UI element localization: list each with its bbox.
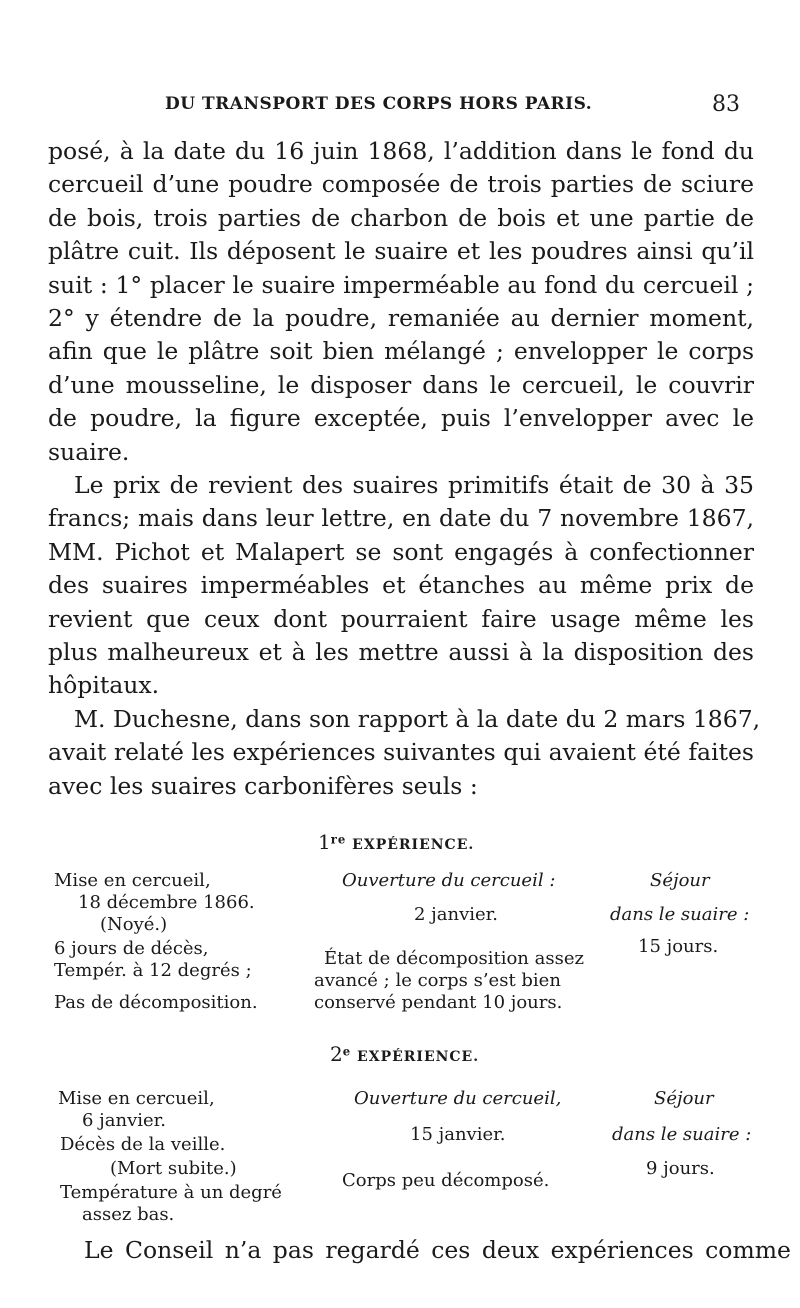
experiment-ordinal: e bbox=[342, 1044, 352, 1059]
text-line: avait relaté les expériences suivantes qui avaient été faites bbox=[48, 738, 754, 767]
paragraph-2 bbox=[48, 469, 754, 703]
experiment-word: EXPÉRIENCE. bbox=[352, 837, 475, 853]
text-line: de poudre, la figure exceptée, puis l’envelopper avec le bbox=[48, 404, 754, 433]
col-line: Mise en cercueil, bbox=[58, 1088, 215, 1109]
col-line: 9 jours. bbox=[646, 1158, 715, 1179]
col-line: Tempér. à 12 degrés ; bbox=[54, 960, 252, 981]
col-line: 15 jours. bbox=[638, 936, 719, 957]
col-heading: Ouverture du cercueil : bbox=[342, 870, 556, 891]
col-line: Corps peu décomposé. bbox=[342, 1170, 550, 1191]
experiment-2-title bbox=[330, 1042, 479, 1066]
col-line: Décès de la veille. bbox=[60, 1134, 226, 1155]
text-line: suit : 1° placer le suaire imperméable au fond du cercueil ; bbox=[48, 270, 754, 299]
text-line: revient que ceux dont pourraient faire usage même les bbox=[48, 604, 754, 633]
experiment-word: EXPÉRIENCE. bbox=[357, 1049, 480, 1065]
experiment-ordinal: re bbox=[330, 832, 347, 847]
col-line: 2 janvier. bbox=[414, 904, 499, 925]
text-line: francs; mais dans leur lettre, en date du 7 novembre 1867, bbox=[48, 504, 754, 533]
col-line: (Noyé.) bbox=[100, 914, 168, 935]
final-line: Le Conseil n’a pas regardé ces deux expériences comme bbox=[84, 1236, 791, 1264]
text-line: des suaires imperméables et étanches au même prix de bbox=[48, 571, 754, 600]
text-line: cercueil d’une poudre composée de trois parties de sciure bbox=[48, 170, 754, 199]
paragraph-3 bbox=[48, 703, 761, 803]
text-line: d’une mousseline, le disposer dans le cercueil, le couvrir bbox=[48, 370, 754, 399]
col-line: 18 décembre 1866. bbox=[78, 892, 255, 913]
text-line: plâtre cuit. Ils déposent le suaire et les poudres ainsi qu’il bbox=[48, 237, 754, 266]
text-line: afin que le plâtre soit bien mélangé ; envelopper le corps bbox=[48, 337, 754, 366]
col-line: conservé pendant 10 jours. bbox=[314, 992, 563, 1013]
running-title: DU TRANSPORT DES CORPS HORS PARIS. bbox=[165, 94, 593, 114]
experiment-1-title bbox=[318, 830, 474, 854]
experiment-number: 1 bbox=[318, 830, 331, 854]
col-line: Température à un degré bbox=[60, 1182, 282, 1203]
col-line: (Mort subite.) bbox=[110, 1158, 237, 1179]
text-line: MM. Pichot et Malapert se sont engagés à confectionner bbox=[48, 537, 754, 566]
col-line: 6 janvier. bbox=[82, 1110, 167, 1131]
text-line: posé, à la date du 16 juin 1868, l’addition dans le fond du bbox=[48, 137, 754, 165]
text-line: hôpitaux. bbox=[48, 671, 160, 700]
paragraph-1 bbox=[48, 135, 754, 469]
col-heading: dans le suaire : bbox=[610, 904, 750, 925]
page-number: 83 bbox=[712, 92, 740, 117]
text-line: avec les suaires carbonifères seuls : bbox=[48, 771, 478, 800]
col-line: État de décomposition assez bbox=[324, 948, 584, 969]
text-line: de bois, trois parties de charbon de bois et une partie de bbox=[48, 203, 754, 232]
col-line: 6 jours de décès, bbox=[54, 938, 209, 959]
text-line: M. Duchesne, dans son rapport à la date du 2 mars 1867, bbox=[74, 705, 761, 733]
col-heading: Séjour bbox=[654, 1088, 714, 1109]
text-line: plus malheureux et à les mettre aussi à la disposition des bbox=[48, 638, 754, 667]
col-heading: dans le suaire : bbox=[612, 1124, 752, 1145]
col-line: 15 janvier. bbox=[410, 1124, 506, 1145]
col-line: Pas de décomposition. bbox=[54, 992, 258, 1013]
text-line: Le prix de revient des suaires primitifs était de 30 à 35 bbox=[74, 471, 754, 499]
col-heading: Ouverture du cercueil, bbox=[354, 1088, 562, 1109]
col-line: avancé ; le corps s’est bien bbox=[314, 970, 561, 991]
experiment-number: 2 bbox=[330, 1042, 343, 1066]
col-heading: Séjour bbox=[650, 870, 710, 891]
text-line: suaire. bbox=[48, 437, 130, 466]
text-line: 2° y étendre de la poudre, remaniée au dernier moment, bbox=[48, 304, 754, 333]
col-line: assez bas. bbox=[82, 1204, 175, 1225]
col-line: Mise en cercueil, bbox=[54, 870, 211, 891]
